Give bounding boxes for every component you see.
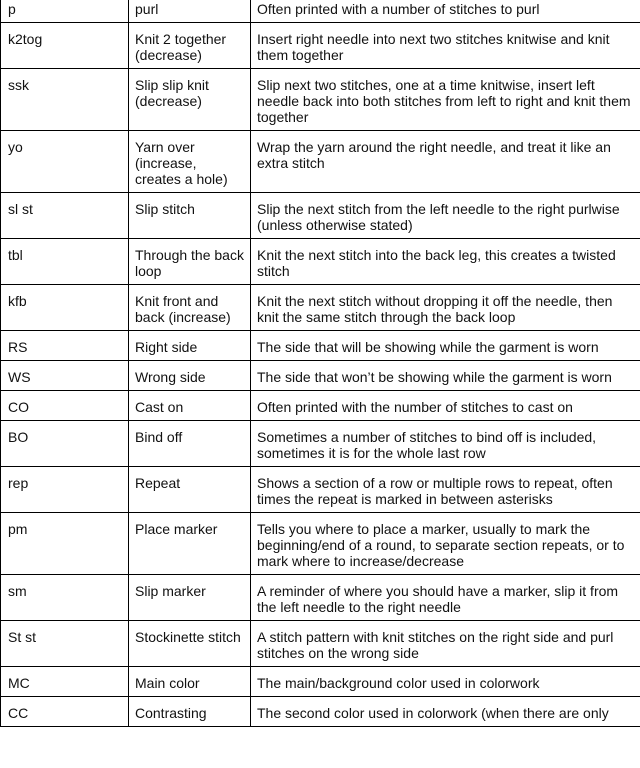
description-cell: Tells you where to place a marker, usually to mark the beginning/end of a round, to separate section repeats, or to mark where to increase/decrease xyxy=(251,513,640,575)
term-cell: Through the back loop xyxy=(129,239,251,285)
table-body xyxy=(1,0,640,727)
abbreviation-cell: pm xyxy=(1,513,129,575)
description-cell: Often printed with a number of stitches to purl xyxy=(251,0,640,23)
abbreviation-cell: MC xyxy=(1,667,129,697)
term-cell: Slip stitch xyxy=(129,193,251,239)
table-row xyxy=(1,575,640,621)
description-cell: Shows a section of a row or multiple rows to repeat, often times the repeat is marked in between asterisks xyxy=(251,467,640,513)
abbreviation-cell: BO xyxy=(1,421,129,467)
table-row xyxy=(1,0,640,23)
table-row xyxy=(1,193,640,239)
table-row xyxy=(1,361,640,391)
table-row xyxy=(1,697,640,727)
term-cell: Knit 2 together (decrease) xyxy=(129,23,251,69)
description-cell: The side that won’t be showing while the garment is worn xyxy=(251,361,640,391)
description-cell: A reminder of where you should have a marker, slip it from the left needle to the right needle xyxy=(251,575,640,621)
abbreviation-cell: St st xyxy=(1,621,129,667)
term-cell: Bind off xyxy=(129,421,251,467)
term-cell: Contrasting xyxy=(129,697,251,727)
table-row xyxy=(1,467,640,513)
abbreviation-cell: p xyxy=(1,0,129,23)
abbreviation-cell: WS xyxy=(1,361,129,391)
abbreviation-cell: k2tog xyxy=(1,23,129,69)
term-cell: Slip marker xyxy=(129,575,251,621)
table-row xyxy=(1,331,640,361)
description-cell: Wrap the yarn around the right needle, and treat it like an extra stitch xyxy=(251,131,640,193)
description-cell: Knit the next stitch without dropping it off the needle, then knit the same stitch through the back loop xyxy=(251,285,640,331)
abbreviation-cell: rep xyxy=(1,467,129,513)
table-row xyxy=(1,239,640,285)
table-row xyxy=(1,621,640,667)
term-cell: Place marker xyxy=(129,513,251,575)
description-cell: The main/background color used in colorwork xyxy=(251,667,640,697)
description-cell: The side that will be showing while the garment is worn xyxy=(251,331,640,361)
term-cell: Yarn over (increase, creates a hole) xyxy=(129,131,251,193)
description-cell: Slip the next stitch from the left needle to the right purlwise (unless otherwise stated) xyxy=(251,193,640,239)
description-cell: Slip next two stitches, one at a time knitwise, insert left needle back into both stitches from left to right and knit them together xyxy=(251,69,640,131)
abbreviation-cell: CO xyxy=(1,391,129,421)
term-cell: Right side xyxy=(129,331,251,361)
term-cell: Knit front and back (increase) xyxy=(129,285,251,331)
term-cell: Repeat xyxy=(129,467,251,513)
table-row xyxy=(1,69,640,131)
table-row xyxy=(1,513,640,575)
description-cell: Sometimes a number of stitches to bind off is included, sometimes it is for the whole last row xyxy=(251,421,640,467)
abbreviation-cell: yo xyxy=(1,131,129,193)
abbreviation-cell: ssk xyxy=(1,69,129,131)
table-row xyxy=(1,285,640,331)
description-cell: The second color used in colorwork (when there are only xyxy=(251,697,640,727)
abbreviation-cell: sm xyxy=(1,575,129,621)
term-cell: Stockinette stitch xyxy=(129,621,251,667)
table-row xyxy=(1,23,640,69)
description-cell: Insert right needle into next two stitches knitwise and knit them together xyxy=(251,23,640,69)
abbreviation-cell: CC xyxy=(1,697,129,727)
description-cell: A stitch pattern with knit stitches on the right side and purl stitches on the wrong side xyxy=(251,621,640,667)
term-cell: Cast on xyxy=(129,391,251,421)
table-row xyxy=(1,421,640,467)
table-row xyxy=(1,131,640,193)
table-row xyxy=(1,667,640,697)
term-cell: Main color xyxy=(129,667,251,697)
abbreviation-cell: sl st xyxy=(1,193,129,239)
abbreviation-cell: kfb xyxy=(1,285,129,331)
description-cell: Knit the next stitch into the back leg, this creates a twisted stitch xyxy=(251,239,640,285)
term-cell: Slip slip knit (decrease) xyxy=(129,69,251,131)
abbreviation-cell: RS xyxy=(1,331,129,361)
term-cell: Wrong side xyxy=(129,361,251,391)
abbreviation-cell: tbl xyxy=(1,239,129,285)
term-cell: purl xyxy=(129,0,251,23)
table-row xyxy=(1,391,640,421)
description-cell: Often printed with the number of stitches to cast on xyxy=(251,391,640,421)
